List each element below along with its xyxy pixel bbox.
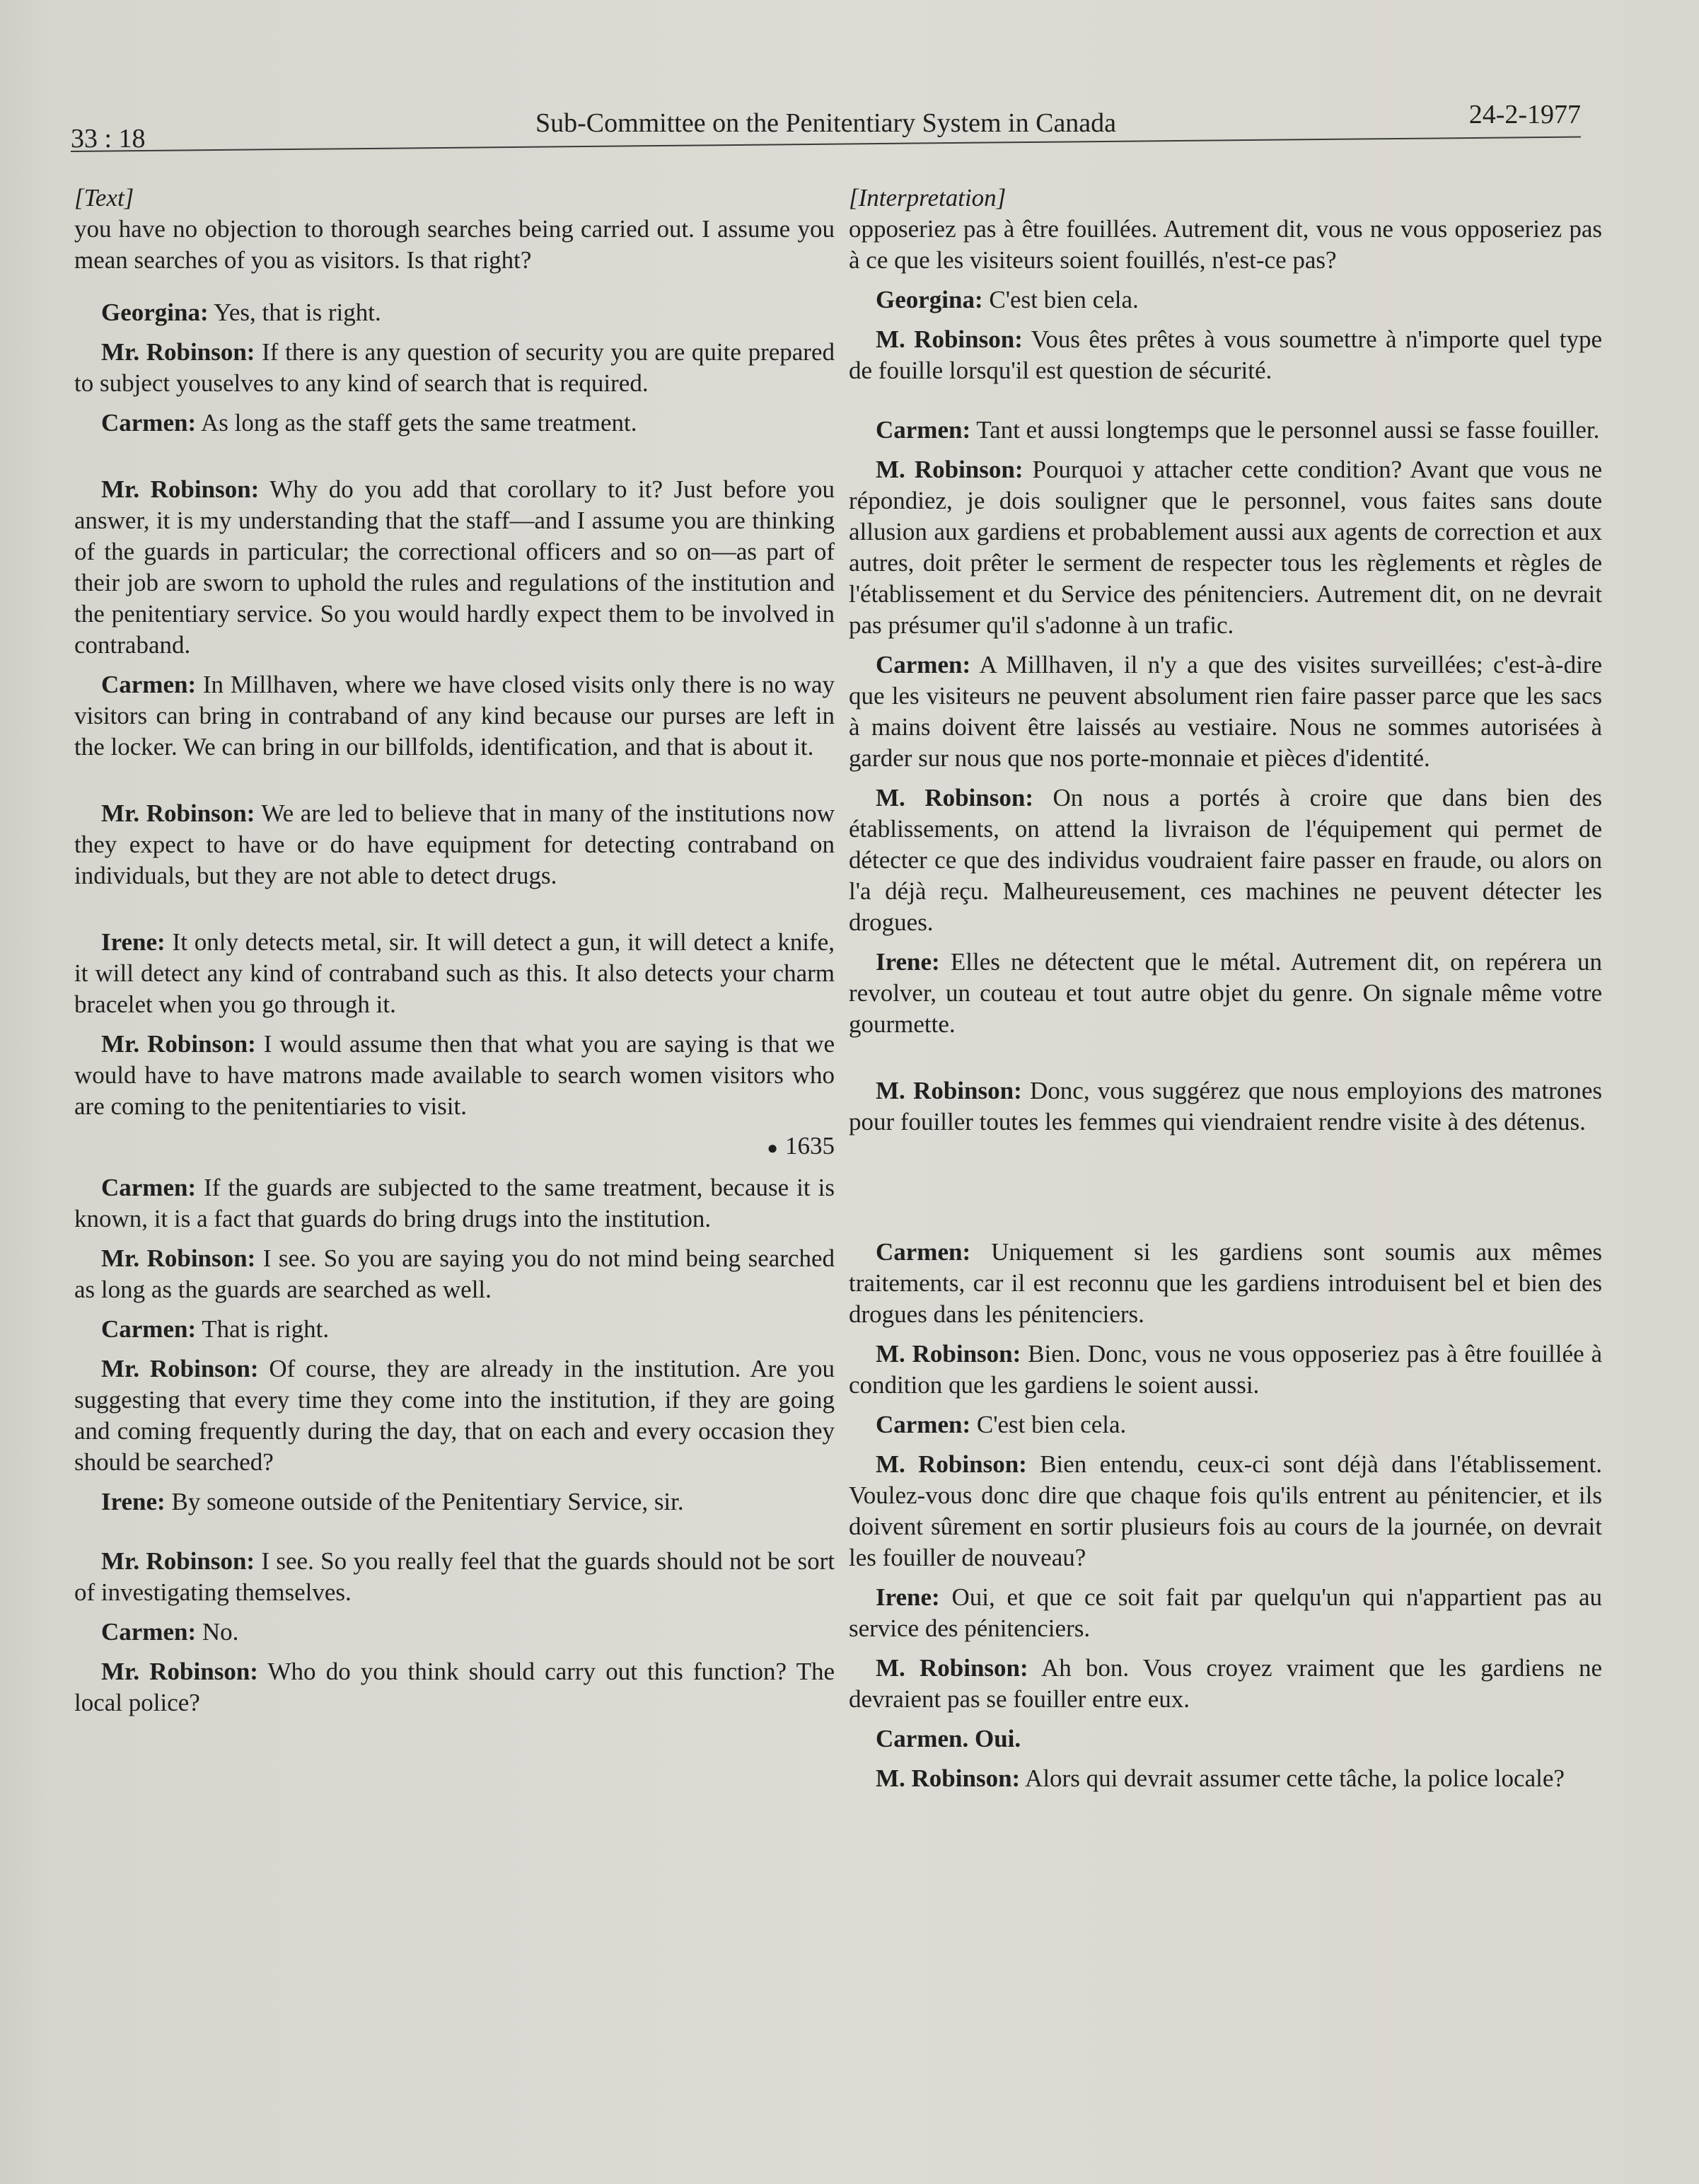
paragraph <box>74 408 835 439</box>
speech: No. <box>196 1617 239 1646</box>
speech: Bien. Donc, vous ne vous opposeriez pas à être fouillée à condition que les gardiens le soient aussi. <box>849 1340 1602 1399</box>
speech: On nous a portés à croire que dans bien des établissements, on attend la livraison de l'équipement qui permet de détecter ce que des individus voudraient faire passer en fraude, ou alors on l'a déjà reçu. Malheureusement, ces machines ne peuvent détecter les drogues. <box>849 784 1602 936</box>
speech: Elles ne détectent que le métal. Autrement dit, on repérera un revolver, un couteau et tout autre objet du genre. On signale même votre gourmette. <box>849 948 1602 1038</box>
paragraph <box>849 454 1602 641</box>
speech: If the guards are subjected to the same treatment, because it is known, it is a fact that guards do bring drugs into the institution. <box>74 1173 835 1232</box>
speaker: Georgina: <box>101 299 209 326</box>
speech: That is right. <box>196 1315 330 1343</box>
speaker: M. Robinson: <box>876 325 1023 353</box>
speaker: Carmen: <box>101 1173 197 1201</box>
speaker: Mr. Robinson: <box>101 1354 259 1382</box>
speaker: M. Robinson: <box>876 784 1033 811</box>
paragraph <box>74 337 835 399</box>
paragraph <box>74 1353 835 1478</box>
speaker: Mr. Robinson: <box>101 338 255 366</box>
paragraph <box>849 1723 1602 1755</box>
paragraph <box>74 669 835 763</box>
speaker: Irene: <box>876 948 940 976</box>
paragraph <box>74 474 835 661</box>
speaker: Carmen: <box>101 409 197 437</box>
time-marker <box>74 1131 835 1164</box>
speaker: Mr. Robinson: <box>101 799 255 827</box>
speaker: M. Robinson: <box>876 456 1024 483</box>
speaker: Mr. Robinson: <box>101 475 260 503</box>
page-number: 33 : 18 <box>71 124 146 154</box>
speech: Ah bon. Vous croyez vraiment que les gardiens ne devraient pas se fouiller entre eux. <box>849 1654 1602 1713</box>
speaker: Mr. Robinson: <box>101 1547 255 1575</box>
speaker: Carmen: <box>876 416 971 444</box>
paragraph <box>849 284 1602 316</box>
paragraph <box>849 1763 1602 1794</box>
paragraph <box>74 1243 835 1305</box>
page-date: 24-2-1977 <box>1468 100 1581 129</box>
paragraph <box>74 1486 835 1518</box>
speaker: M. Robinson: <box>876 1654 1028 1682</box>
paragraph <box>849 1237 1602 1330</box>
speech: I see. So you really feel that the guards should not be sort of investigating themselves. <box>74 1547 835 1606</box>
paragraph <box>849 1075 1602 1138</box>
speaker: Carmen: <box>101 1617 197 1646</box>
speech: Why do you add that corollary to it? Just before you answer, it is my understanding that the staff—and I assume you are thinking of the guards in particular; the correctional officers and so on—as part of their job are sworn to uphold the rules and regulations of the institution and the penitentiary service. So you would hardly expect them to be involved in contraband. <box>74 475 835 659</box>
paragraph <box>74 1172 835 1235</box>
speaker: Irene: <box>101 928 166 956</box>
section-label: [Interpretation] <box>849 184 1007 212</box>
paragraph <box>74 297 835 328</box>
speaker: Carmen: <box>101 671 197 698</box>
paragraph <box>849 1409 1602 1440</box>
english-column <box>74 183 835 1727</box>
french-column <box>849 183 1602 1803</box>
paragraph <box>849 1449 1602 1573</box>
speaker: Irene: <box>876 1583 940 1611</box>
intro-text: opposeriez pas à être fouillées. Autrement dit, vous ne vous opposeriez pas à ce que les visiteurs soient fouillés, n'est-ce pas? <box>849 215 1602 274</box>
paragraph <box>74 1617 835 1648</box>
speech: Uniquement si les gardiens sont soumis aux mêmes traitements, car il est reconnu que les gardiens introduisent bel et bien des drogues dans les pénitenciers. <box>849 1238 1602 1328</box>
page-title: Sub-Committee on the Penitentiary System in Canada <box>535 108 1117 138</box>
paragraph <box>849 1339 1602 1401</box>
speech: A Millhaven, il n'y a que des visites surveillées; c'est-à-dire que les visiteurs ne peuvent absolument rien faire passer parce que les sacs à mains doivent être laissés au vestiaire. Nous ne sommes autorisées à garder sur nous que nos porte-monnaie et pièces d'identité. <box>849 651 1602 772</box>
paragraph <box>849 782 1602 938</box>
speech: If there is any question of security you are quite prepared to subject youselves to any kind of search that is required. <box>74 338 835 397</box>
speech: Donc, vous suggérez que nous employions des matrones pour fouiller toutes les femmes qui viendraient rendre visite à des détenus. <box>849 1077 1602 1136</box>
speaker: Carmen: <box>876 1238 971 1266</box>
time-marker-text: 1635 <box>785 1132 835 1160</box>
paragraph <box>74 1314 835 1345</box>
speaker: Mr. Robinson: <box>101 1657 258 1685</box>
speech: We are led to believe that in many of the institutions now they expect to have or do have equipment for detecting contraband on individuals, but they are not able to detect drugs. <box>74 799 835 889</box>
paragraph <box>74 1546 835 1608</box>
speech: Of course, they are already in the institution. Are you suggesting that every time they come into the institution, if they are going and coming frequently during the day, that on each and every occasion they should be searched? <box>74 1354 835 1476</box>
paragraph <box>849 324 1602 386</box>
speaker: Mr. Robinson: <box>101 1030 256 1058</box>
paragraph <box>849 649 1602 774</box>
speaker: Carmen: <box>876 1411 971 1438</box>
bullet-icon: ● <box>767 1137 778 1158</box>
speech: By someone outside of the Penitentiary Service, sir. <box>165 1487 684 1515</box>
speech: I see. So you are saying you do not mind being searched as long as the guards are searched as well. <box>74 1244 835 1303</box>
speech: Yes, that is right. <box>208 299 381 326</box>
speaker: Irene: <box>101 1487 166 1515</box>
speaker: Carmen. Oui. <box>876 1725 1021 1752</box>
paragraph <box>849 947 1602 1040</box>
speaker: Mr. Robinson: <box>101 1244 256 1272</box>
speech: Who do you think should carry out this function? The local police? <box>74 1657 835 1716</box>
speech: In Millhaven, where we have closed visits only there is no way visitors can bring in contraband of any kind because our purses are left in the locker. We can bring in our billfolds, identification, and that is about it. <box>74 671 835 761</box>
speaker: Carmen: <box>101 1315 197 1343</box>
speech: Vous êtes prêtes à vous soumettre à n'importe quel type de fouille lorsqu'il est question de sécurité. <box>849 325 1602 384</box>
paragraph <box>849 415 1602 446</box>
speech: C'est bien cela. <box>982 286 1139 313</box>
speech: I would assume then that what you are saying is that we would have to have matrons made available to search women visitors who are coming to the penitentiaries to visit. <box>74 1030 835 1120</box>
speech: It only detects metal, sir. It will detect a gun, it will detect a knife, it will detect any kind of contraband such as this. It also detects your charm bracelet when you go through it. <box>74 928 835 1018</box>
speaker: Carmen: <box>876 651 971 678</box>
speaker: M. Robinson: <box>876 1077 1022 1104</box>
intro-text: you have no objection to thorough searches being carried out. I assume you mean searches of you as visitors. Is that right? <box>74 215 835 274</box>
paragraph <box>849 1653 1602 1715</box>
paragraph <box>74 1656 835 1718</box>
speaker: M. Robinson: <box>876 1340 1021 1368</box>
speaker: M. Robinson: <box>876 1450 1027 1478</box>
paragraph <box>74 927 835 1020</box>
speech: As long as the staff gets the same treatment. <box>196 409 637 437</box>
page-header <box>71 99 1581 156</box>
speech: Oui, et que ce soit fait par quelqu'un qui n'appartient pas au service des pénitenciers. <box>849 1583 1602 1642</box>
speaker: Georgina: <box>876 286 983 313</box>
speaker: M. Robinson: <box>876 1764 1021 1792</box>
paragraph <box>849 1582 1602 1644</box>
speech: C'est bien cela. <box>970 1411 1127 1438</box>
speech: Tant et aussi longtemps que le personnel aussi se fasse fouiller. <box>970 416 1600 444</box>
speech: Bien entendu, ceux-ci sont déjà dans l'établissement. Voulez-vous donc dire que chaque fois qu'ils entrent au pénitencier, et ils doivent sûrement en sortir plusieurs fois au cours de la journée, on devrait les fouiller de nouveau? <box>849 1450 1602 1571</box>
paragraph <box>74 1029 835 1122</box>
section-label: [Text] <box>74 184 134 212</box>
speech: Pourquoi y attacher cette condition? Avant que vous ne répondiez, je dois souligner que le personnel, vous faites sans doute allusion aux gardiens et probablement aussi aux agents de correction et aux autres, doit prêter le serment de respecter tous les règlements et règles de l'établissement et du Service des pénitenciers. Autrement dit, on ne devrait pas présumer qu'il s'adonne à un trafic. <box>849 456 1603 639</box>
paragraph <box>74 798 835 891</box>
speech: Alors qui devrait assumer cette tâche, la police locale? <box>1020 1764 1565 1792</box>
